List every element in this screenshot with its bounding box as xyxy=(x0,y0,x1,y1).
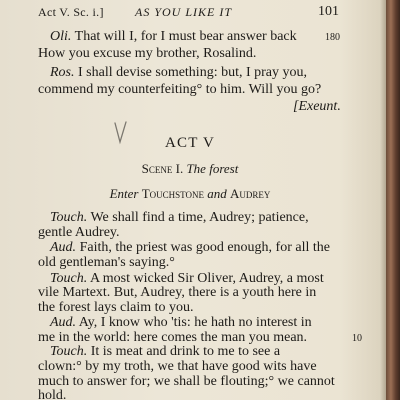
page-gutter-shadow xyxy=(380,0,386,400)
line-number: 180 xyxy=(325,32,340,43)
prose-line xyxy=(38,224,120,241)
line-text: gentle Audrey. xyxy=(38,224,120,240)
line-number: 10 xyxy=(352,332,362,344)
speaker-name: Aud. xyxy=(50,240,77,256)
verse-line xyxy=(50,64,307,81)
line-text: Faith, the priest was good enough, for all the xyxy=(79,240,330,256)
page-number: 101 xyxy=(318,4,339,19)
line-text: We shall find a time, Audrey; patience, xyxy=(90,210,309,226)
speaker-name: Touch. xyxy=(50,270,88,286)
running-head-act-scene: Act V. Sc. i.] xyxy=(38,5,104,19)
entry-character-2: Audrey xyxy=(230,186,271,201)
prose-line xyxy=(38,373,335,390)
line-text: A most wicked Sir Oliver, Audrey, a most xyxy=(89,270,324,286)
line-text: I shall devise something: but, I pray you, xyxy=(78,65,308,80)
scene-heading xyxy=(0,160,380,177)
scene-location: The forest xyxy=(186,161,239,176)
line-text: It is meat and drink to me to see a xyxy=(90,344,281,360)
speaker-name: Touch. xyxy=(50,210,88,226)
line-text: the forest lays claim to you. xyxy=(38,299,194,315)
line-text: old gentleman's saying.° xyxy=(38,255,175,271)
line-text: Ay, I know who 'tis: he hath no interest in xyxy=(78,315,312,331)
verse-line xyxy=(38,45,256,62)
entry-enter: Enter xyxy=(109,186,139,201)
speaker-name: Touch. xyxy=(50,344,88,360)
stage-direction-exit: [Exeunt. xyxy=(293,99,341,114)
prose-line xyxy=(38,299,194,316)
entry-character-1: Touchstone xyxy=(141,186,205,201)
page-edge xyxy=(386,0,400,400)
prose-line xyxy=(38,387,66,400)
line-text: clown:° by my troth, we that have good wits have xyxy=(38,359,317,375)
line-text: hold. xyxy=(38,388,67,400)
prose-line xyxy=(38,254,175,271)
speaker-name: Aud. xyxy=(50,315,77,331)
line-text: vile Martext. But, Audrey, there is a youth here in xyxy=(38,285,317,301)
running-head-title: AS YOU LIKE IT xyxy=(135,5,233,19)
verse-line xyxy=(50,28,297,45)
line-text: commend my counterfeiting° to him. Will you go? xyxy=(38,82,322,97)
stage-direction-entry xyxy=(0,185,380,202)
entry-and: and xyxy=(207,186,227,201)
line-text: That will I, for I must bear answer back xyxy=(74,29,297,44)
act-heading: ACT V xyxy=(164,135,216,151)
line-text: me in the world: here comes the man you mean. xyxy=(38,329,308,345)
line-text: much to answer for; we shall be flouting;° we cannot xyxy=(38,373,335,389)
speaker-name: Oli. xyxy=(50,29,72,44)
speaker-name: Ros. xyxy=(50,65,75,80)
verse-line xyxy=(38,81,321,98)
scene-label: Scene I. xyxy=(141,161,184,176)
line-text: How you excuse my brother, Rosalind. xyxy=(38,46,257,61)
